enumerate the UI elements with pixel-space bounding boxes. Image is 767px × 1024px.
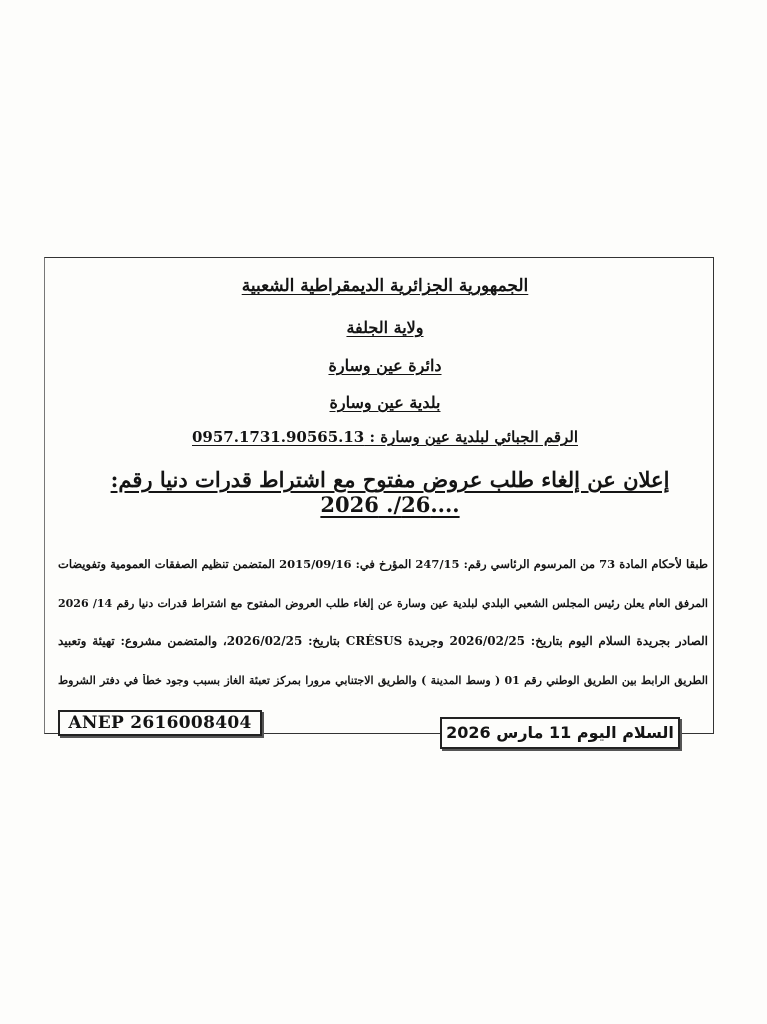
header-republic: الجمهورية الجزائرية الديمقراطية الشعبية xyxy=(241,276,529,296)
notice-body-line: المرفق العام يعلن رئيس المجلس الشعبي البلدي لبلدية عين وسارة عن إلغاء طلب العروض المفتوح مع اشتراط قدرات دنيا رقم 14/ 2026 xyxy=(58,597,708,610)
header-tax-id: الرقم الجبائي لبلدية عين وسارة : 0957.1731.90565.13 xyxy=(192,428,578,446)
header-wilaya: ولاية الجلفة xyxy=(346,318,424,337)
publication-date-box: السلام اليوم 11 مارس 2026 xyxy=(440,717,680,749)
notice-body-line: الصادر بجريدة السلام اليوم بتاريخ: 2026/02/25 وجريدة CRÉSUS بتاريخ: 2026/02/25، والمتضمن مشروع: تهيئة وتعبيد xyxy=(58,634,708,648)
notice-body-line: طبقا لأحكام المادة 73 من المرسوم الرئاسي رقم: 247/15 المؤرخ في: 2015/09/16 المتضمن تنظيم الصفقات العمومية وتفويضات xyxy=(58,557,708,571)
header-daira: دائرة عين وسارة xyxy=(328,356,442,375)
notice-title: إعلان عن إلغاء طلب عروض مفتوح مع اشتراط قدرات دنيا رقم: ....26/. 2026 xyxy=(110,467,670,517)
anep-reference-box: ANEP 2616008404 xyxy=(58,710,262,736)
header-commune: بلدية عين وسارة xyxy=(329,393,441,412)
notice-body-line: الطريق الرابط بين الطريق الوطني رقم 01 ( وسط المدينة ) والطريق الاجتنابي مرورا بمركز تعبئة الغاز بسبب وجود خطأ في دفتر الشروط xyxy=(58,674,708,687)
